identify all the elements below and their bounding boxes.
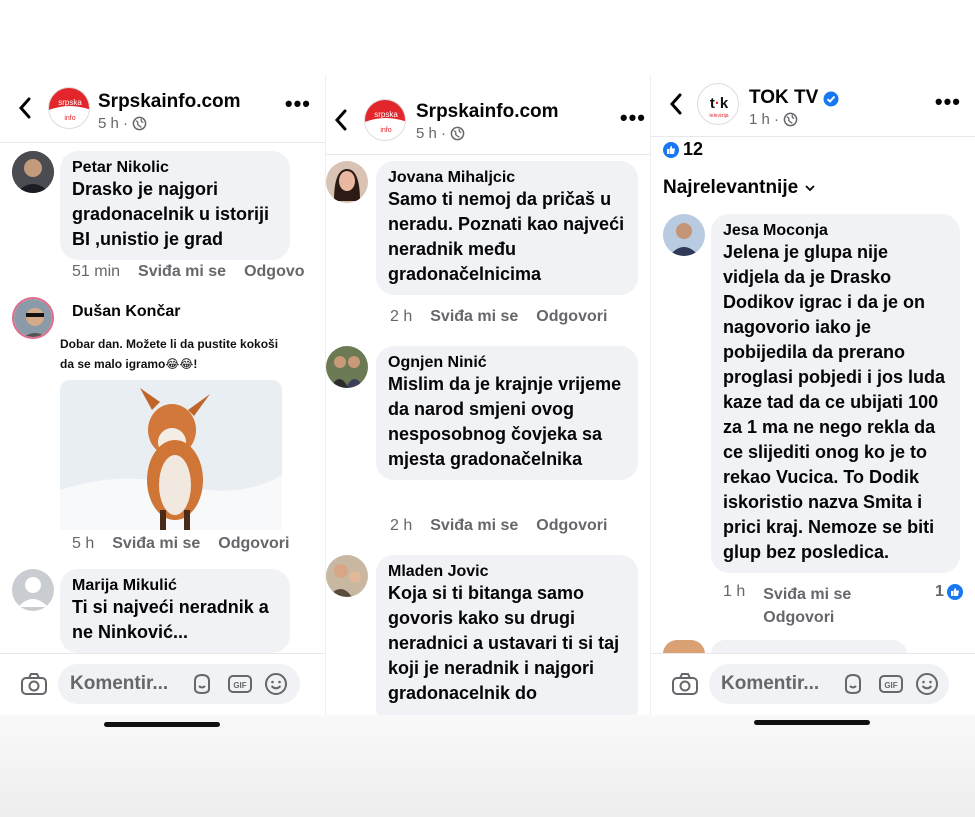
commenter-name[interactable]: Jovana Mihaljcic [388,169,516,186]
toktv-logo[interactable] [697,83,739,125]
svg-text:srpska: srpska [58,98,82,107]
like-reaction-icon [663,142,679,158]
reaction-count: 12 [683,139,704,159]
comment-action-buttons [763,583,873,629]
commenter-name[interactable]: Mladen Jovic [388,563,489,580]
comment-text: Mislim da je krajnje vrijeme da narod smjeni ovog nesposobnog čovjeka sa mjesta gradonačelnika [388,374,622,469]
reaction-summary[interactable] [663,139,703,160]
home-indicator [754,720,870,725]
globe-icon [132,116,147,131]
comment-actions [72,263,305,281]
globe-icon [783,112,798,127]
screenshot-panel-1 [0,75,325,715]
back-arrow-icon[interactable] [330,105,352,135]
comment-bubble [60,569,290,653]
comment-reactions[interactable] [935,583,963,601]
comment-composer [0,653,325,715]
more-options-icon[interactable]: ••• [934,89,961,114]
avatar[interactable] [12,151,54,193]
comment-time: 5 h [72,535,95,552]
svg-text:info: info [380,127,392,134]
comment-time: 2 h [390,308,413,325]
comment-text: Samo ti nemoj da pričaš u neradu. Poznati kao najveći neradnik među gradonačelnicima [388,189,625,284]
gif-icon[interactable] [228,672,252,696]
post-header [651,75,975,137]
comment-time: 1 h [723,583,746,600]
reply-button[interactable]: Odgovori [536,308,608,325]
emoji-icon[interactable] [264,672,288,696]
back-arrow-icon[interactable] [14,93,36,123]
comment-actions [390,517,607,535]
emoji-icon[interactable] [915,672,939,696]
meme-caption: Dobar dan. Možete li da pustite kokoši da se malo igramo😂😂! [60,337,279,371]
more-options-icon[interactable]: ••• [619,105,646,130]
post-header [326,87,650,155]
page-name[interactable]: Srpskainfo.com [98,91,241,112]
meme-image[interactable] [60,328,282,533]
commenter-name[interactable]: Marija Mikulić [72,577,177,594]
avatar[interactable] [326,346,368,388]
avatar[interactable] [663,214,705,256]
avatar[interactable] [663,640,705,654]
svg-text:televizija: televizija [709,113,729,119]
svg-text:GIF: GIF [233,681,247,690]
comment-text: Koja si ti bitanga samo govoris kako su drugi neradnici a ustavari ti si taj koji je neradnik i najgori gradonacelnik do [388,583,620,703]
commenter-name[interactable]: Ognjen Ninić [388,354,487,371]
gif-icon[interactable] [879,672,903,696]
like-button[interactable]: Sviđa mi se [138,263,227,280]
comment-input[interactable] [58,664,300,704]
comment-actions [72,535,289,553]
comment-input[interactable] [709,664,949,704]
verified-badge-icon [823,91,839,107]
avatar[interactable] [326,555,368,597]
camera-icon[interactable] [671,672,699,696]
svg-text:GIF: GIF [884,681,898,690]
comment-bubble [711,640,907,654]
camera-icon[interactable] [20,672,48,696]
post-time: 5 h · [98,115,129,132]
commenter-name[interactable]: Jesa Moconja [723,222,828,239]
comment-bubble [376,346,638,480]
avatar-sticker-icon[interactable] [841,672,865,696]
avatar-sticker-icon[interactable] [190,672,214,696]
avatar[interactable] [12,297,54,339]
home-indicator [104,722,220,727]
comment-sort-dropdown[interactable] [663,177,816,199]
comment-text: Ti si najveći neradnik a ne Ninković... [72,597,269,642]
srpskainfo-logo[interactable] [48,87,90,129]
post-time: 1 h · [749,111,780,128]
comment-actions [723,583,873,629]
comment-composer [651,653,975,715]
more-options-icon[interactable]: ••• [284,91,311,116]
comment-bubble [60,151,290,260]
comment-text: Drasko je najgori gradonacelnik u istoriji BI ,unistio je grad [72,179,270,249]
reply-button[interactable]: Odgovori [218,535,290,552]
like-button[interactable]: Sviđa mi se [763,586,852,603]
chevron-down-icon [804,182,816,194]
comment-text: Jelena je glupa nije vidjela da je Drasko Dodikov igrac i da je on nagovorio iako je pobijedila da prerano proglasi pobjedi i jos luda kaze tad da ce ubijati 100 za 1 ma ne nego rekla da ce slijediti onog ko je to rekao Vucica. To Dodik iskoristio nazva Smita i prici kraj. Nemoze se biti glup bez posledica. [723,242,946,562]
post-meta [416,125,465,142]
comment-placeholder: Komentir... [70,673,169,694]
comment-placeholder: Komentir... [721,673,820,694]
like-button[interactable]: Sviđa mi se [112,535,201,552]
comment-time: 51 min [72,263,121,280]
like-button[interactable]: Sviđa mi se [430,517,519,534]
avatar[interactable] [12,569,54,611]
reply-button[interactable]: Odgovori [536,517,608,534]
sort-label: Najrelevantnije [663,177,799,198]
like-reaction-icon [947,584,963,600]
comment-bubble [376,161,638,295]
comment-reaction-count: 1 [935,583,944,600]
post-meta [749,111,798,128]
post-time: 5 h · [416,125,447,142]
srpskainfo-logo[interactable] [364,99,406,141]
commenter-name[interactable]: Dušan Končar [72,303,181,320]
page-name[interactable]: Srpskainfo.com [416,101,559,122]
reply-button[interactable]: Odgovori [763,609,835,626]
like-button[interactable]: Sviđa mi se [430,308,519,325]
screenshot-panel-3 [650,75,975,715]
comment-bubble [711,214,960,573]
globe-icon [450,126,465,141]
page-name[interactable]: TOK TV [749,87,819,108]
back-arrow-icon[interactable] [665,89,687,119]
post-meta [98,115,147,132]
fox-image [60,380,282,530]
avatar[interactable] [326,161,368,203]
screenshot-panel-2 [325,75,650,715]
svg-text:t·k: t·k [709,95,729,112]
commenter-name[interactable]: Petar Nikolic [72,159,169,176]
comment-bubble [376,555,638,715]
svg-text:info: info [64,115,76,122]
comment-time: 2 h [390,517,413,534]
reply-button[interactable]: Odgovo [244,263,305,280]
comment-actions [390,308,607,326]
post-header [0,75,325,143]
svg-text:srpska: srpska [374,110,398,119]
